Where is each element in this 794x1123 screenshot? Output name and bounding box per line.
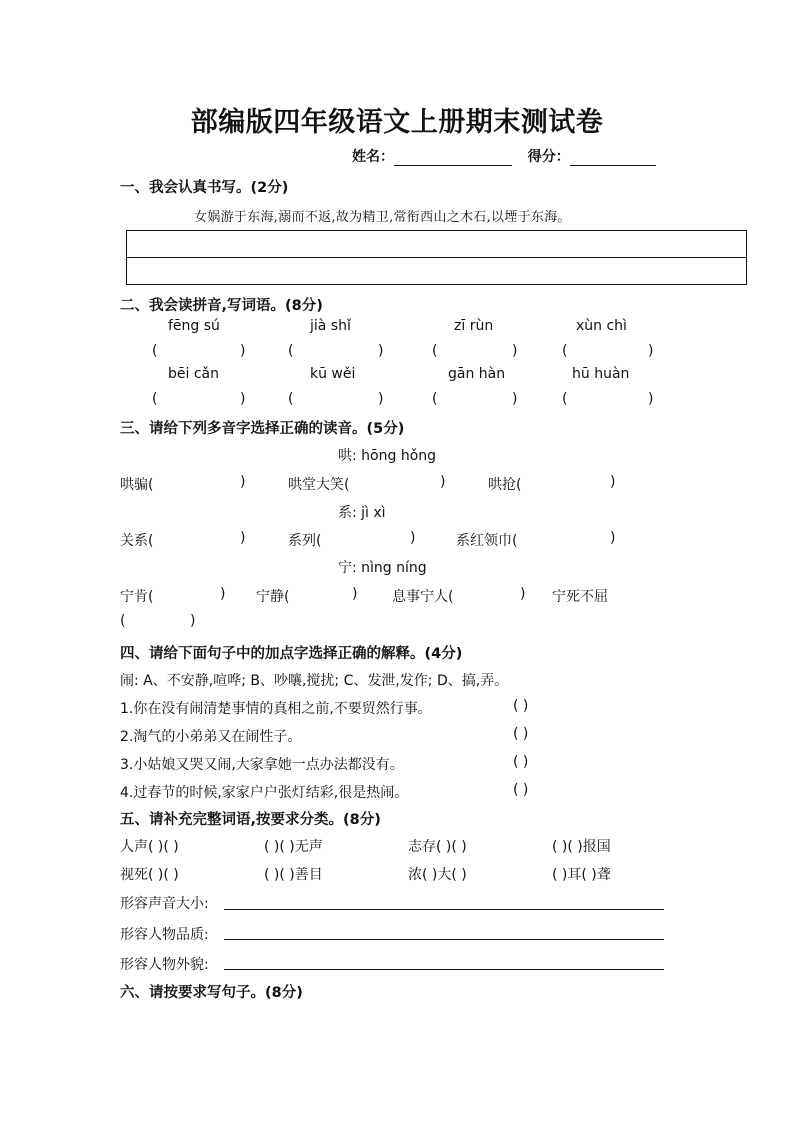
- paren-close: ): [240, 530, 246, 546]
- polyphone-word: 息事宁人(: [392, 589, 454, 605]
- pinyin-item: kū wěi: [310, 366, 356, 382]
- question-item: 2.淘气的小弟弟又在闹性子。: [120, 729, 302, 745]
- pinyin-item: hū huàn: [572, 366, 630, 382]
- paren-close: ): [610, 474, 616, 490]
- name-label: 姓名：: [352, 149, 394, 165]
- paren-close: ): [220, 586, 226, 602]
- category-answer-line[interactable]: [224, 969, 664, 970]
- paren-close: ): [520, 586, 526, 602]
- polyphone-word: 宁死不屈: [552, 589, 608, 605]
- section-2-heading: 二、我会读拼音,写词语。(8分): [120, 298, 323, 314]
- idiom-blank[interactable]: ( )耳( )聋: [552, 867, 611, 883]
- paren-close: ): [240, 474, 246, 490]
- answer-paren-close: ): [378, 343, 384, 359]
- idiom-blank[interactable]: 人声( )( ): [120, 839, 179, 855]
- section-3-heading: 三、请给下列多音字选择正确的读音。(5分): [120, 421, 405, 437]
- section-5-heading: 五、请补充完整词语,按要求分类。(8分): [120, 812, 381, 828]
- answer-paren-open: (: [152, 391, 158, 407]
- polyphone-word: 宁静(: [256, 589, 290, 605]
- answer-paren-close: ): [648, 343, 654, 359]
- answer-blank[interactable]: ( ): [513, 726, 529, 742]
- score-label: 得分：: [527, 149, 570, 165]
- question-item: 1.你在没有闹清楚事情的真相之前,不要贸然行事。: [120, 701, 432, 717]
- answer-paren-open: (: [432, 391, 438, 407]
- category-label: 形容人物品质:: [120, 927, 209, 943]
- answer-paren-open: (: [432, 343, 438, 359]
- paren-close: ): [410, 530, 416, 546]
- idiom-blank[interactable]: ( )( )善目: [264, 867, 323, 883]
- section-4-heading: 四、请给下面句子中的加点字选择正确的解释。(4分): [120, 646, 463, 662]
- paren-open: (: [120, 613, 126, 629]
- answer-paren-close: ): [240, 343, 246, 359]
- answer-paren-close: ): [240, 391, 246, 407]
- polyphone-key: 系: jì xì: [338, 505, 386, 521]
- answer-blank[interactable]: ( ): [513, 754, 529, 770]
- question-item: 3.小姑娘又哭又闹,大家拿她一点办法都没有。: [120, 757, 404, 773]
- category-answer-line[interactable]: [224, 939, 664, 940]
- paren-close: ): [610, 530, 616, 546]
- pinyin-item: fēng sú: [168, 318, 220, 334]
- idiom-blank[interactable]: 志存( )( ): [408, 839, 467, 855]
- writing-row[interactable]: [127, 231, 746, 257]
- category-label: 形容人物外貌:: [120, 957, 209, 973]
- category-answer-line[interactable]: [224, 909, 664, 910]
- idiom-blank[interactable]: 浓( )大( ): [408, 867, 467, 883]
- name-blank[interactable]: [394, 151, 512, 166]
- polyphone-word: 系红领巾(: [456, 533, 518, 549]
- polyphone-key: 宁: nìng níng: [338, 560, 427, 576]
- name-field[interactable]: [352, 146, 656, 166]
- answer-paren-open: (: [288, 343, 294, 359]
- polyphone-word: 哄骗(: [120, 477, 154, 493]
- question-item: 4.过春节的时候,家家户户张灯结彩,很是热闹。: [120, 785, 409, 801]
- answer-paren-close: ): [512, 391, 518, 407]
- definition-options: 闹: A、不安静,喧哗; B、吵嚷,搅扰; C、发泄,发作; D、搞,弄。: [120, 673, 509, 689]
- section-1-heading: 一、我会认真书写。(2分): [120, 180, 289, 196]
- polyphone-word: 宁肯(: [120, 589, 154, 605]
- category-label: 形容声音大小:: [120, 896, 209, 912]
- pinyin-item: jià shǐ: [310, 318, 351, 334]
- writing-grid[interactable]: [126, 230, 747, 285]
- polyphone-word: 系列(: [288, 533, 322, 549]
- section-6-heading: 六、请按要求写句子。(8分): [120, 985, 303, 1001]
- answer-paren-open: (: [288, 391, 294, 407]
- answer-blank[interactable]: ( ): [513, 698, 529, 714]
- idiom-blank[interactable]: ( )( )报国: [552, 839, 611, 855]
- polyphone-word: 哄抢(: [488, 477, 522, 493]
- polyphone-word: 关系(: [120, 533, 154, 549]
- pinyin-item: gān hàn: [448, 366, 506, 382]
- answer-paren-open: (: [152, 343, 158, 359]
- page-title: 部编版四年级语文上册期末测试卷: [190, 107, 604, 138]
- polyphone-key: 哄: hōng hǒng: [338, 448, 437, 464]
- paren-close: ): [440, 474, 446, 490]
- answer-paren-open: (: [562, 343, 568, 359]
- answer-blank[interactable]: ( ): [513, 782, 529, 798]
- paren-close: ): [352, 586, 358, 602]
- model-sentence: 女娲游于东海,溺而不返,故为精卫,常衔西山之木石,以堙于东海。: [194, 210, 571, 225]
- score-blank[interactable]: [570, 151, 656, 166]
- answer-paren-open: (: [562, 391, 568, 407]
- writing-row[interactable]: [127, 257, 746, 284]
- idiom-blank[interactable]: 视死( )( ): [120, 867, 179, 883]
- paren-close: ): [190, 613, 196, 629]
- answer-paren-close: ): [512, 343, 518, 359]
- polyphone-word: 哄堂大笑(: [288, 477, 350, 493]
- idiom-blank[interactable]: ( )( )无声: [264, 839, 323, 855]
- answer-paren-close: ): [648, 391, 654, 407]
- answer-paren-close: ): [378, 391, 384, 407]
- pinyin-item: xùn chì: [576, 318, 627, 334]
- pinyin-item: zī rùn: [454, 318, 494, 334]
- pinyin-item: bēi cǎn: [168, 366, 219, 382]
